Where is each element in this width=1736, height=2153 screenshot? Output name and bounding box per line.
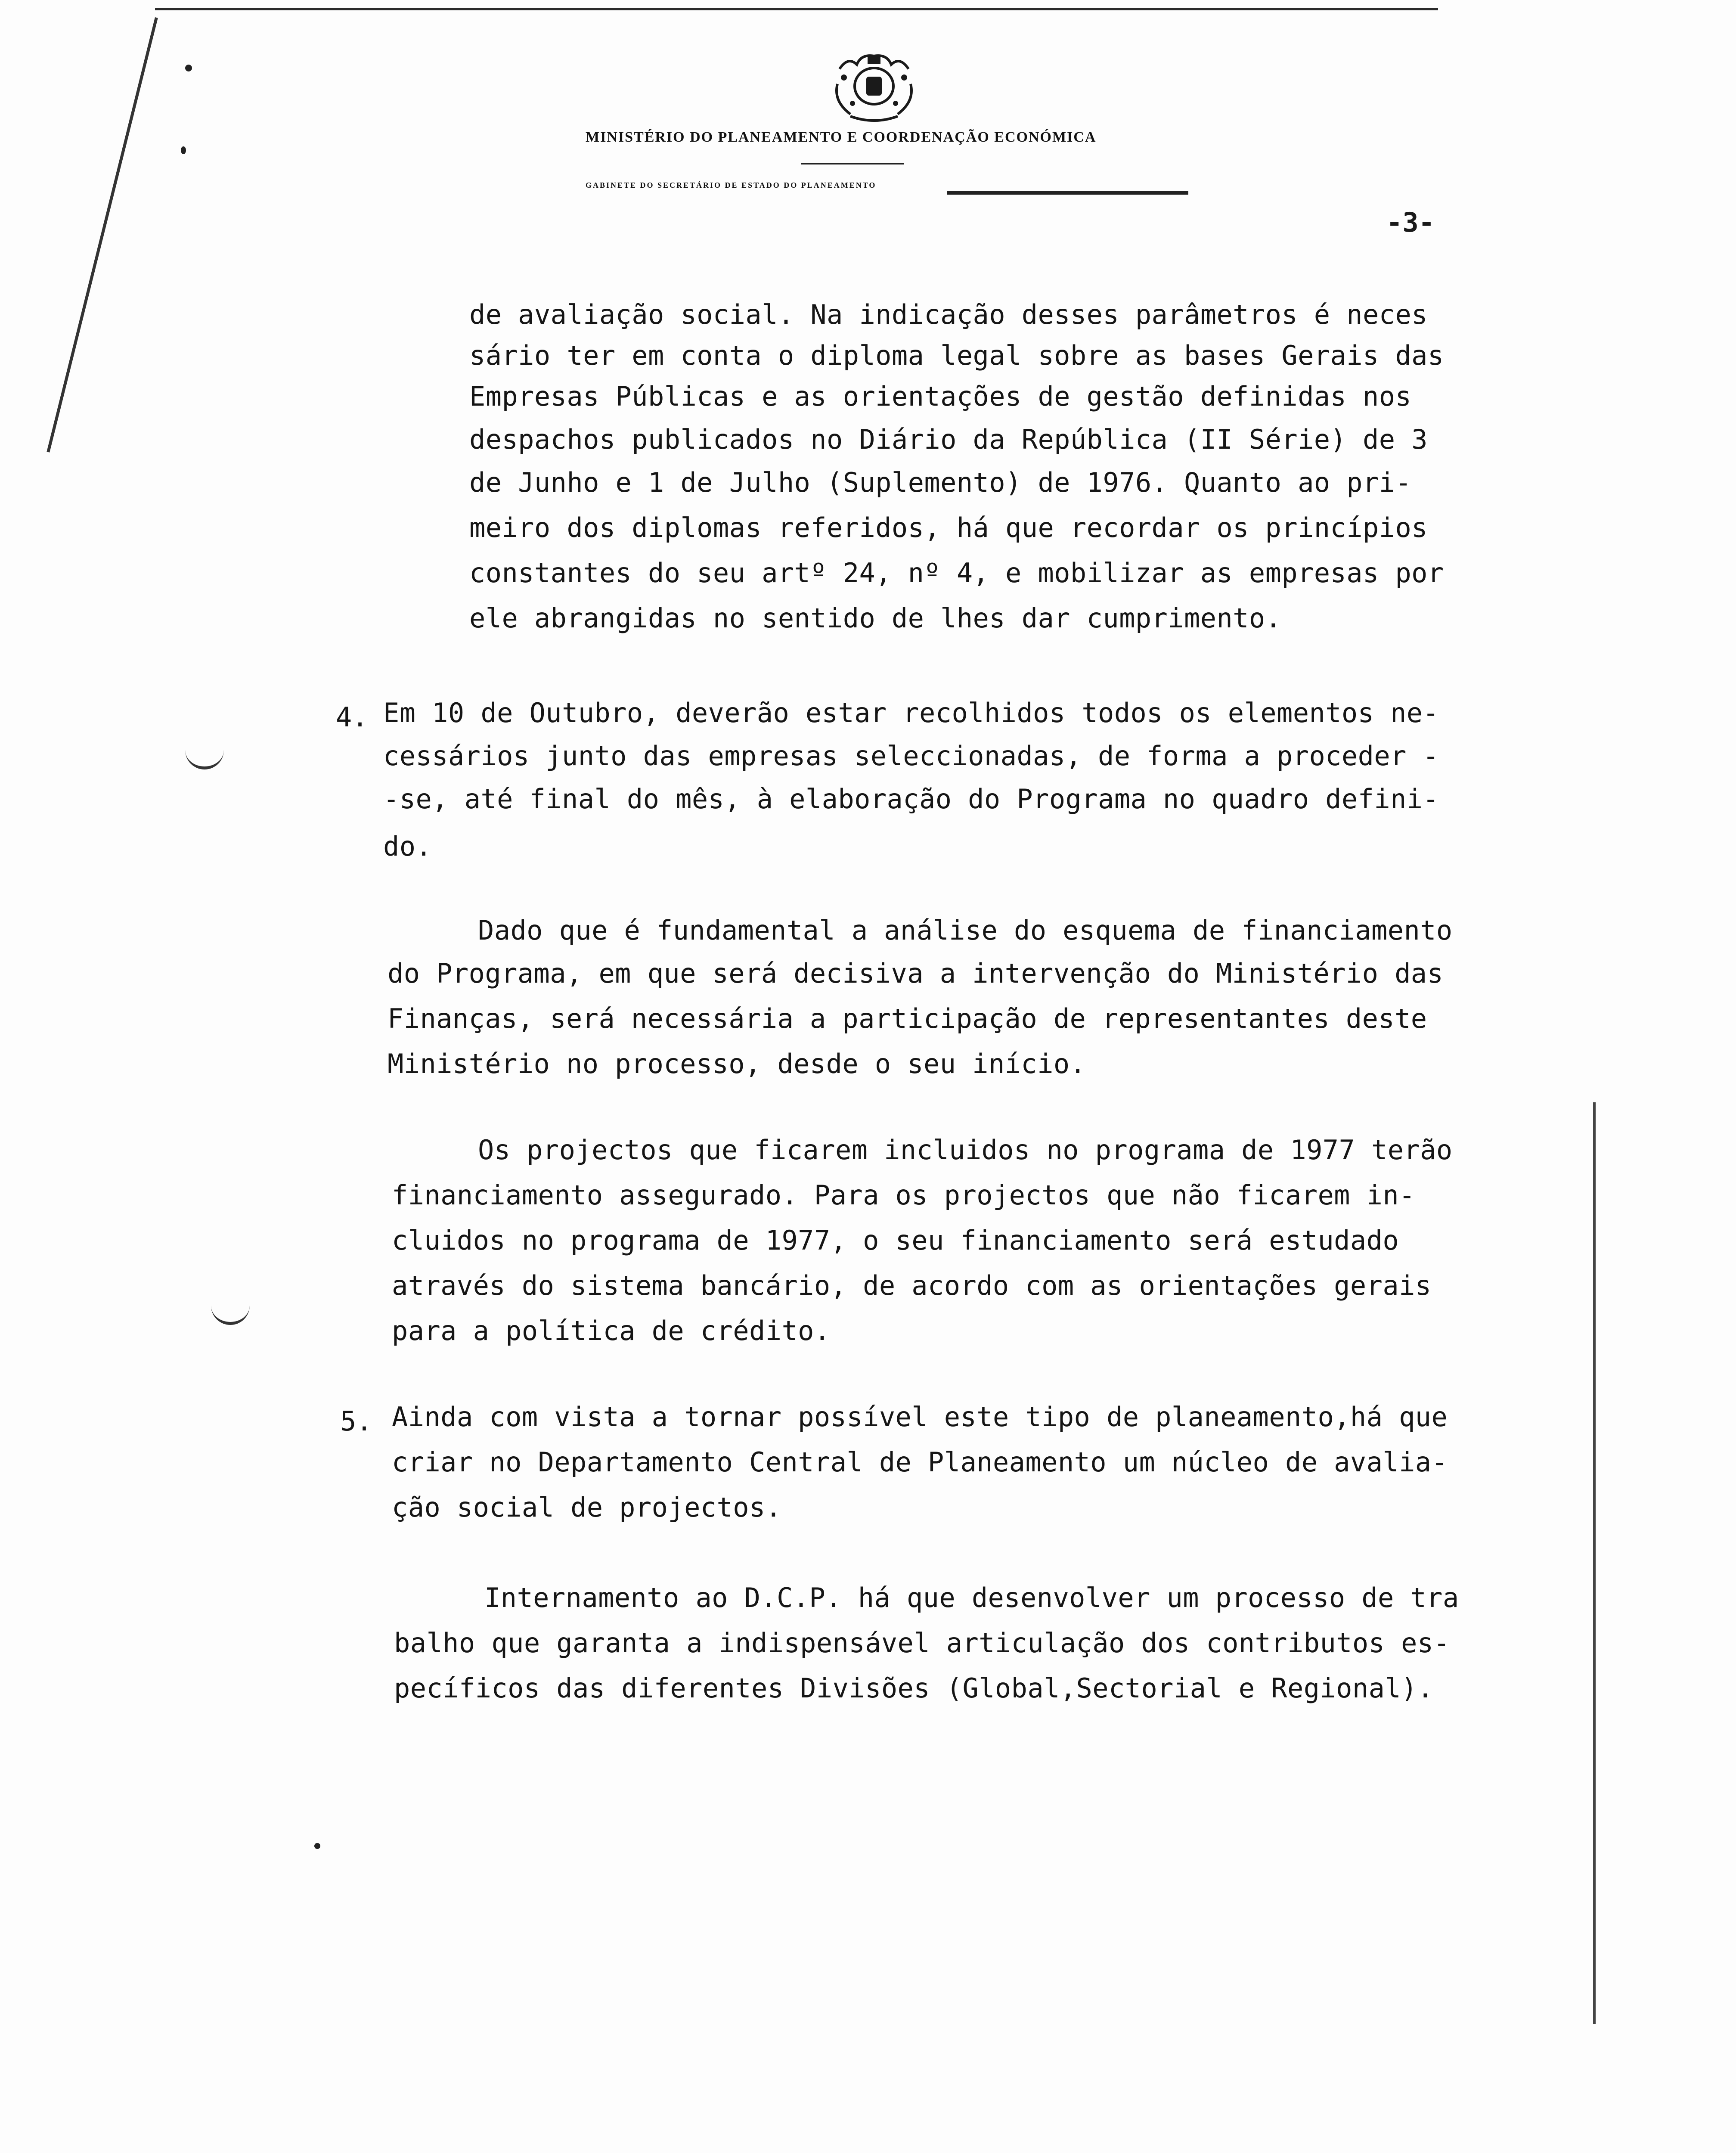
- heading-rule: [801, 163, 904, 164]
- right-margin-line: [1593, 1102, 1596, 2024]
- text-line: Internamento ao D.C.P. há que desenvolver um processo de tra: [484, 1582, 1459, 1613]
- cabinet-rule: [947, 191, 1188, 195]
- text-line: pecíficos das diferentes Divisões (Global,Sectorial e Regional).: [394, 1672, 1434, 1704]
- text-line: balho que garanta a indispensável articulação dos contributos es-: [394, 1627, 1450, 1659]
- text-line: para a política de crédito.: [392, 1315, 831, 1346]
- left-margin-line: [46, 17, 158, 453]
- text-line: através do sistema bancário, de acordo com as orientações gerais: [392, 1270, 1432, 1301]
- text-line: Ministério no processo, desde o seu início.: [388, 1048, 1086, 1080]
- item-number: 4.: [336, 701, 368, 733]
- text-line: do Programa, em que será decisiva a intervenção do Ministério das: [388, 958, 1444, 989]
- text-line: meiro dos diplomas referidos, há que recordar os princípios: [469, 512, 1428, 543]
- text-line: Os projectos que ficarem incluidos no programa de 1977 terão: [478, 1134, 1453, 1166]
- top-edge-rule: [155, 8, 1438, 10]
- text-line: despachos publicados no Diário da República (II Série) de 3: [469, 424, 1428, 455]
- item-number: 5.: [340, 1405, 372, 1437]
- scan-arc-mark: [211, 1305, 250, 1325]
- text-line: cessários junto das empresas seleccionadas, de forma a proceder -: [383, 740, 1439, 772]
- text-line: ção social de projectos.: [392, 1492, 782, 1523]
- scan-speck: [185, 65, 192, 71]
- text-line: Ainda com vista a tornar possível este tipo de planeamento,há que: [392, 1401, 1448, 1433]
- scan-speck: [314, 1843, 320, 1849]
- text-line: Em 10 de Outubro, deverão estar recolhidos todos os elementos ne-: [383, 697, 1439, 729]
- text-line: Finanças, será necessária a participação de representantes deste: [388, 1003, 1427, 1034]
- coat-of-arms-emblem: [827, 52, 921, 125]
- text-line: constantes do seu artº 24, nº 4, e mobilizar as empresas por: [469, 557, 1444, 589]
- cabinet-subheading: GABINETE DO SECRETÁRIO DE ESTADO DO PLANEAMENTO: [586, 181, 877, 189]
- text-line: sário ter em conta o diploma legal sobre as bases Gerais das: [469, 340, 1444, 371]
- text-line: ele abrangidas no sentido de lhes dar cumprimento.: [469, 602, 1282, 634]
- scan-speck: [181, 146, 186, 154]
- text-line: Dado que é fundamental a análise do esquema de financiamento: [478, 915, 1453, 946]
- text-line: criar no Departamento Central de Planeamento um núcleo de avalia-: [392, 1446, 1448, 1478]
- text-line: cluidos no programa de 1977, o seu financiamento será estudado: [392, 1225, 1399, 1256]
- text-line: de avaliação social. Na indicação desses parâmetros é neces: [469, 299, 1428, 330]
- text-line: de Junho e 1 de Julho (Suplemento) de 1976. Quanto ao pri-: [469, 467, 1412, 498]
- scan-arc-mark: [185, 749, 224, 769]
- ministry-heading: MINISTÉRIO DO PLANEAMENTO E COORDENAÇÃO ECONÓMICA: [586, 129, 1097, 145]
- text-line: -se, até final do mês, à elaboração do Programa no quadro defini-: [383, 783, 1439, 815]
- text-line: financiamento assegurado. Para os projectos que não ficarem in-: [392, 1179, 1415, 1211]
- text-line: Empresas Públicas e as orientações de gestão definidas nos: [469, 381, 1412, 412]
- page-number: -3-: [1386, 207, 1435, 238]
- text-line: do.: [383, 831, 432, 862]
